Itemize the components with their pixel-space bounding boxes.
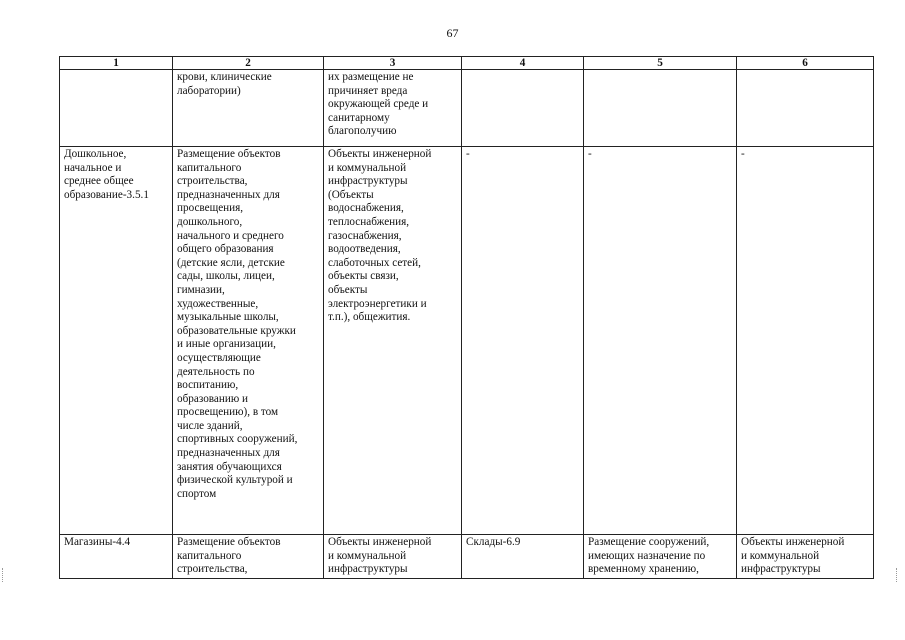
table-cell: Магазины-4.4 [60, 535, 173, 579]
column-header-3: 3 [324, 57, 462, 70]
table-header-row [60, 57, 874, 70]
table-cell [60, 70, 173, 147]
table-cell: Дошкольное, начальное и среднее общее образование-3.5.1 [60, 147, 173, 535]
table-row [60, 70, 874, 147]
table-cell: - [584, 147, 737, 535]
table-cell: Склады-6.9 [462, 535, 584, 579]
table-cell [584, 70, 737, 147]
table-cell: Размещение сооружений, имеющих назначение по временному хранению, [584, 535, 737, 579]
table-cell: крови, клинические лаборатории) [173, 70, 324, 147]
column-header-4: 4 [462, 57, 584, 70]
table-row [60, 147, 874, 535]
table-cell: - [737, 147, 874, 535]
land-use-table [59, 56, 874, 579]
column-header-5: 5 [584, 57, 737, 70]
column-header-1: 1 [60, 57, 173, 70]
page-number: 67 [446, 26, 459, 40]
table-cell: их размещение не причиняет вреда окружающей среде и санитарному благополучию [324, 70, 462, 147]
table-row [60, 535, 874, 579]
column-header-2: 2 [173, 57, 324, 70]
table-cell [462, 70, 584, 147]
table-cell: Объекты инженерной и коммунальной инфраструктуры [737, 535, 874, 579]
table-cell: - [462, 147, 584, 535]
scan-edge-mark-left [2, 568, 9, 582]
column-header-6: 6 [737, 57, 874, 70]
scan-edge-mark-right [896, 568, 903, 582]
table-cell: Объекты инженерной и коммунальной инфраструктуры (Объекты водоснабжения, теплоснабжения, газоснабжения, водоотведения, слаботочных сетей, объекты связи, объекты электроэнергетики и т.п.), общежития. [324, 147, 462, 535]
table-cell [737, 70, 874, 147]
table-cell: Размещение объектов капитального строительства, [173, 535, 324, 579]
table-cell: Объекты инженерной и коммунальной инфраструктуры [324, 535, 462, 579]
table-cell: Размещение объектов капитального строительства, предназначенных для просвещения, дошкольного, начального и среднего общего образования (детские ясли, детские сады, школы, лицеи, гимназии, художественные, музыкальные школы, образовательные кружки и иные организации, осуществляющие деятельность по воспитанию, образованию и просвещению), в том числе зданий, спортивных сооружений, предназначенных для занятия обучающихся физической культурой и спортом [173, 147, 324, 535]
